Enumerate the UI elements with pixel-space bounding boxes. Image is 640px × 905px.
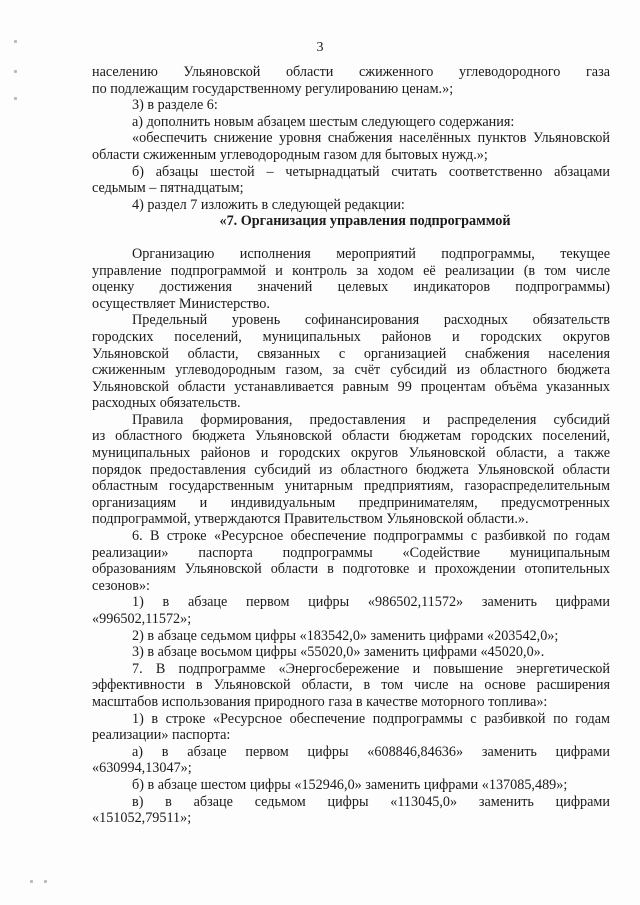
text-line: 3) в разделе 6: [132,97,218,114]
document-body [92,64,610,827]
text-line: 4) раздел 7 изложить в следующей редакции: [132,196,405,213]
text-line: а) в абзаце первом цифры «608846,84636» заменить цифрами [132,743,610,760]
text-line: сезонов»: [92,577,150,594]
text-line: а) дополнить новым абзацем шестым следующего содержания: [132,113,515,130]
text-line: сжиженным углеводородным газом, за счёт субсидий из областного бюджета [92,362,610,379]
text-line: Ульяновской области, связанных с организацией снабжения населения [92,345,610,362]
text-line: Предельный уровень софинансирования расходных обязательств [132,312,610,329]
text-line: реализации» паспорта подпрограммы «Содействие муниципальным [92,544,610,561]
scan-mark [14,97,17,100]
text-line: масштабов использования природного газа в качестве моторного топлива»: [92,693,548,710]
scan-mark [44,880,47,883]
text-line: б) в абзаце шестом цифры «152946,0» заменить цифрами «137085,489»; [132,776,568,793]
text-line: из областного бюджета Ульяновской области бюджетам городских поселений, [92,428,610,445]
text-line: областным государственным унитарным предприятиям, газораспределительным [92,478,610,495]
text-line: Ульяновской области устанавливается равным 99 процентам объёма указанных [92,378,610,395]
text-line: «630994,13047»; [92,760,192,777]
text-line: 1) в строке «Ресурсное обеспечение подпрограммы с разбивкой по годам [132,710,610,727]
text-line: «151052,79511»; [92,810,192,827]
scan-mark [14,40,17,43]
text-line: «996502,11572»; [92,611,192,627]
page-number: 3 [316,40,324,55]
text-line: седьмым – пятнадцатым; [92,180,244,197]
text-line: муниципальных районов и городских округов Ульяновской области, а также [92,445,610,462]
text-line: порядок предоставления субсидий из областного бюджета Ульяновской области [92,461,610,478]
scan-mark [30,880,33,883]
text-line: городских поселений, муниципальных районов и городских округов [92,328,610,345]
text-line: населению Ульяновской области сжиженного углеводородного газа [92,64,610,80]
text-line: управление подпрограммой и контроль за ходом её реализации (в том числе [92,262,610,279]
text-line: расходных обязательств. [92,395,241,412]
text-line: подпрограммой, утверждаются Правительством Ульяновской области.». [92,511,529,528]
text-line: организациям и индивидуальным предпринимателям, предусмотренных [92,494,610,511]
text-line: 7. В подпрограмме «Энергосбережение и повышение энергетической [132,660,610,677]
text-line: 1) в абзаце первом цифры «986502,11572» заменить цифрами [132,594,610,611]
text-line: образованиям Ульяновской области в подготовке и прохождении отопительных [92,561,610,578]
text-line: в) в абзаце седьмом цифры «113045,0» заменить цифрами [132,793,610,810]
text-line: «обеспечить снижение уровня снабжения населённых пунктов Ульяновской [132,130,610,147]
text-line: эффективности в Ульяновской области, в том числе на основе расширения [92,677,610,694]
text-line: области сжиженным углеводородным газом для бытовых нужд.»; [92,146,488,163]
text-line: реализации» паспорта: [92,727,231,744]
section-heading: «7. Организация управления подпрограммой [219,213,511,230]
text-line: оценку достижения значений целевых индикаторов подпрограммы) [92,279,610,296]
text-line: 3) в абзаце восьмом цифры «55020,0» заменить цифрами «45020,0». [132,644,545,661]
text-line: 6. В строке «Ресурсное обеспечение подпрограммы с разбивкой по годам [132,528,610,545]
scan-mark [14,70,17,73]
text-line: по подлежащим государственному регулированию ценам.»; [92,80,454,97]
text-line: Правила формирования, предоставления и распределения субсидий [132,411,610,428]
text-line: 2) в абзаце седьмом цифры «183542,0» заменить цифрами «203542,0»; [132,627,559,644]
text-line: Организацию исполнения мероприятий подпрограммы, текущее [132,245,610,262]
text-line: осуществляет Министерство. [92,295,270,312]
text-line: б) абзацы шестой – четырнадцатый считать соответственно абзацами [132,163,610,180]
